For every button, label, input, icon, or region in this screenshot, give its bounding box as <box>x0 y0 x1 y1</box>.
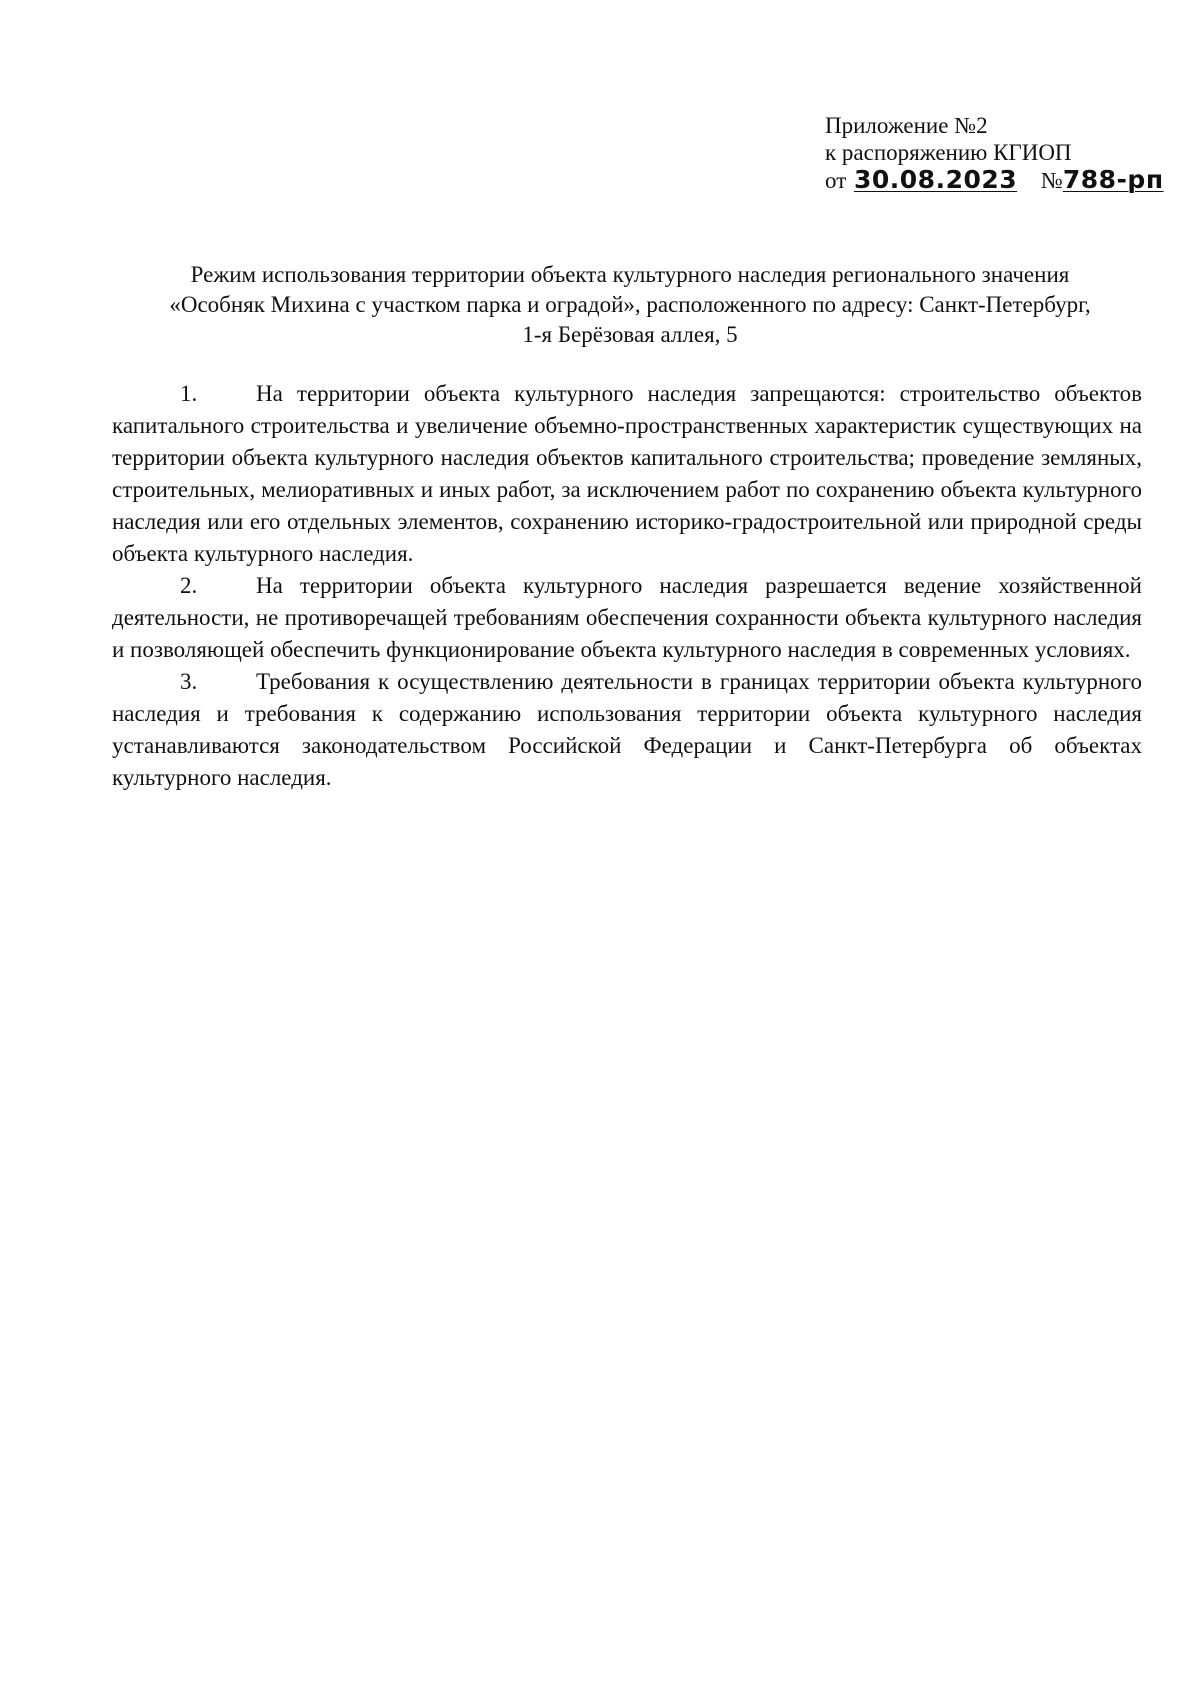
paragraph-3 <box>112 666 1142 794</box>
paragraph-text: На территории объекта культурного наследия разрешается ведение хозяйственной деятельности, не противоречащей требованиям обеспечения сохранности объекта культурного наследия и позволяющей обеспечить функционирование объекта культурного наследия в современных условиях. <box>112 573 1142 662</box>
number-prefix: № <box>1040 168 1063 193</box>
paragraph-number: 1. <box>180 381 198 406</box>
order-reference: к распоряжению КГИОП <box>825 140 1072 165</box>
handwritten-number: 788-рп <box>1062 165 1164 194</box>
order-date-number-line <box>825 165 1164 194</box>
paragraph-2 <box>112 570 1142 666</box>
paragraph-1 <box>112 378 1142 570</box>
title-line-1: Режим использования территории объекта культурного наследия регионального значения <box>190 262 1070 287</box>
document-body <box>112 378 1142 794</box>
document-title <box>110 260 1150 350</box>
title-line-2: «Особняк Михина с участком парка и оградой», расположенного по адресу: Санкт-Петербург, <box>169 292 1091 317</box>
paragraph-number: 2. <box>180 573 198 598</box>
handwritten-date: 30.08.2023 <box>854 165 1018 194</box>
appendix-label: Приложение №2 <box>825 113 988 138</box>
paragraph-text: Требования к осуществлению деятельности в границах территории объекта культурного наследия и требования к содержанию использования территории объекта культурного наследия устанавливаются законодательством Российской Федерации и Санкт-Петербурга об объектах культурного наследия. <box>112 669 1142 790</box>
paragraph-number: 3. <box>180 669 198 694</box>
appendix-header <box>825 112 1164 194</box>
title-line-3: 1-я Берёзовая аллея, 5 <box>522 322 738 347</box>
from-prefix: от <box>825 168 847 193</box>
paragraph-text: На территории объекта культурного наследия запрещаются: строительство объектов капитального строительства и увеличение объемно-пространственных характеристик существующих на территории объекта культурного наследия объектов капитального строительства; проведение земляных, строительных, мелиоративных и иных работ, за исключением работ по сохранению объекта культурного наследия или его отдельных элементов, сохранению историко-градостроительной или природной среды объекта культурного наследия. <box>112 381 1142 566</box>
